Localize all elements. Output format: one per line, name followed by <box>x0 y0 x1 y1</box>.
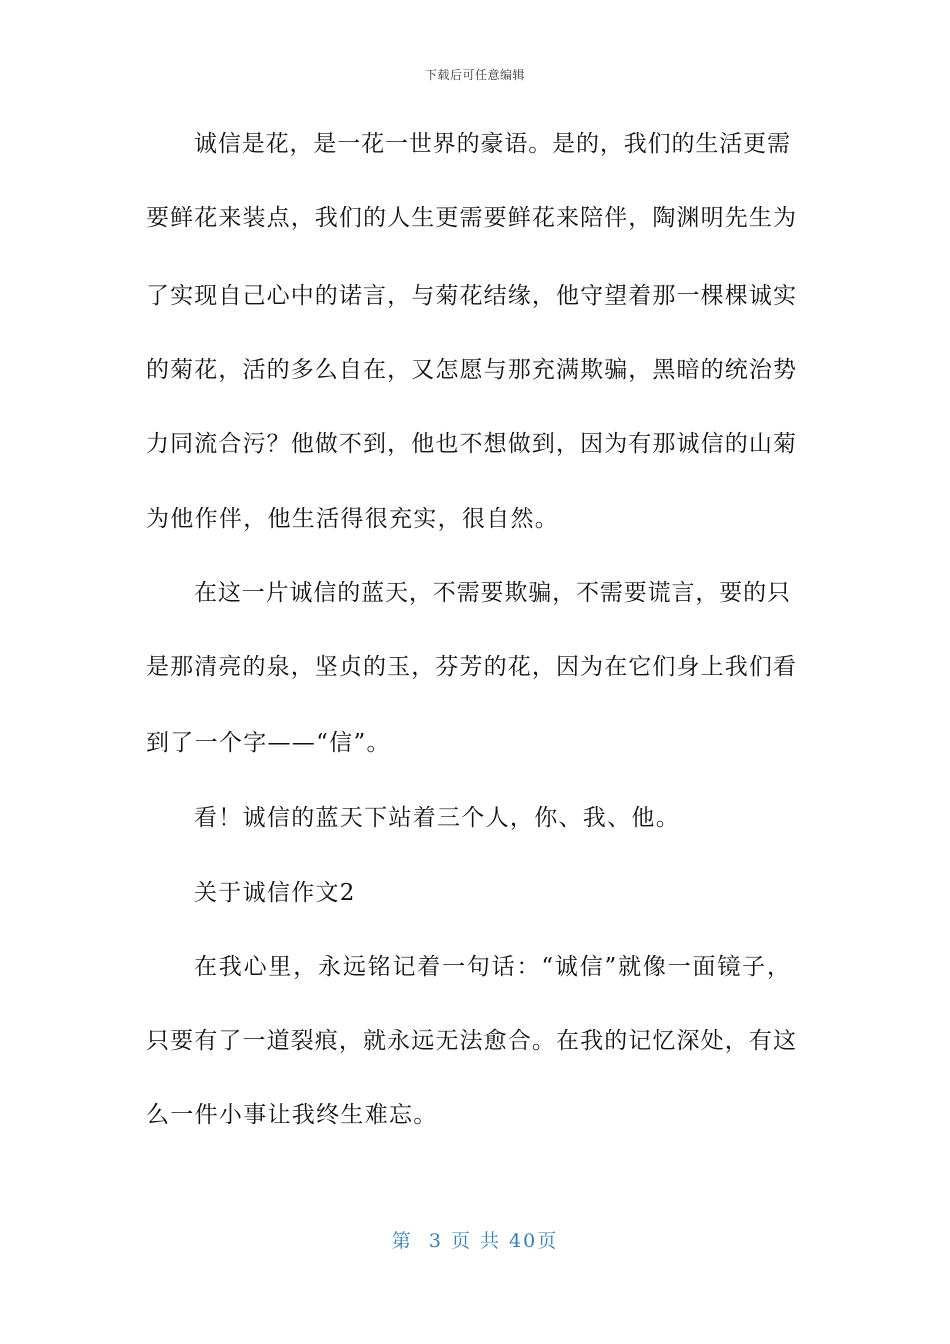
paragraph-line: 诚信是花，是一花一世界的豪语。是的，我们的生活更需 <box>194 131 790 157</box>
header-note: 下载后可任意编辑 <box>424 68 525 82</box>
paragraph-line: 么一件小事让我终生难忘。 <box>146 1102 438 1128</box>
section-heading: 关于诚信作文2 <box>194 880 356 906</box>
paragraph-line: 要鲜花来装点，我们的人生更需要鲜花来陪伴，陶渊明先生为 <box>146 205 796 231</box>
paragraph-line: 是那清亮的泉，坚贞的玉，芬芳的花，因为在它们身上我们看 <box>146 654 796 680</box>
paragraph-line: 在我心里，永远铭记着一句话：“诚信”就像一面镜子， <box>194 954 790 980</box>
page-number: 第 3 页 共 40页 <box>391 1230 559 1252</box>
paragraph-line: 看！诚信的蓝天下站着三个人，你、我、他。 <box>194 805 680 831</box>
paragraph-line: 只要有了一道裂痕，就永远无法愈合。在我的记忆深处，有这 <box>146 1028 796 1054</box>
paragraph-line: 在这一片诚信的蓝天，不需要欺骗，不需要谎言，要的只 <box>194 580 790 606</box>
paragraph-line: 了实现自己心中的诺言，与菊花结缘，他守望着那一棵棵诚实 <box>146 283 796 309</box>
paragraph-line: 为他作伴，他生活得很充实，很自然。 <box>146 506 560 532</box>
paragraph-line: 力同流合污？他做不到，他也不想做到，因为有那诚信的山菊 <box>146 431 796 457</box>
paragraph-line: 到了一个字——“信”。 <box>146 730 391 756</box>
paragraph-line: 的菊花，活的多么自在，又怎愿与那充满欺骗，黑暗的统治势 <box>146 357 796 383</box>
